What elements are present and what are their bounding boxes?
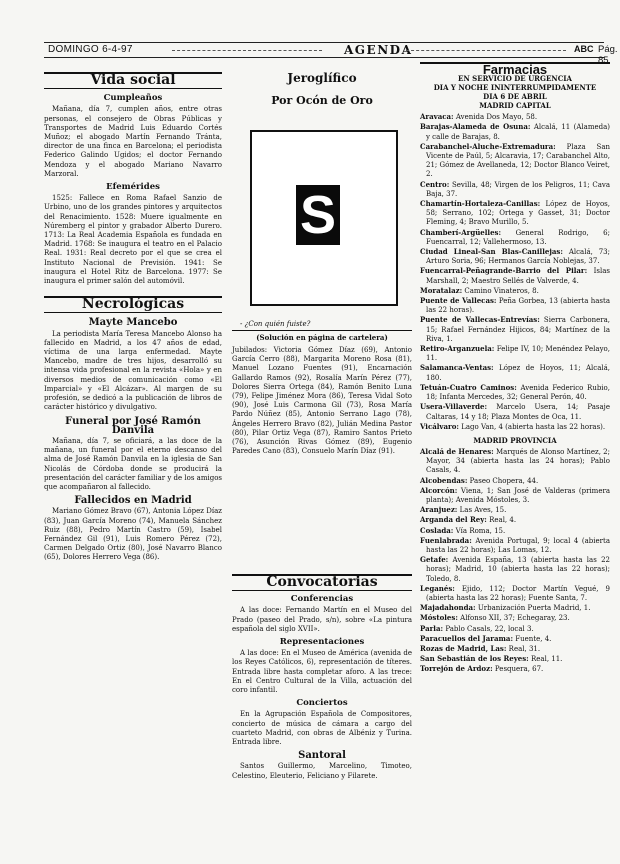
- farmacia-zone: Aravaca:: [420, 112, 454, 122]
- farmacia-zone: Usera-Villaverde:: [420, 402, 488, 412]
- mancebo-text: La periodista María Teresa Mancebo Alonso ha fallecido en Madrid, a los 47 años de edad, víctima de una larga enfermedad. Mayte Mancebo, madre de tres hijos, desarrolló su intensa vida profesional en la revista «Hola» y en diversos medios de comunicación como «El Imparcial» y «El Alcázar». Al margen de su profesión, se dedicó a la publicación de libros de carácter histórico y divulgativo.: [44, 329, 222, 412]
- farmacia-zone: Rozas de Madrid, Las:: [420, 643, 507, 653]
- farmacia-zone: Barajas-Alameda de Osuna:: [420, 122, 531, 132]
- jeroglifico-letter-block: [296, 185, 340, 245]
- farmacia-zone: Puente de Vallecas-Entrevías:: [420, 315, 540, 325]
- farmacia-address: Pablo Casals, 22, local 3.: [445, 624, 534, 633]
- farmacia-address: Real, 31.: [508, 644, 541, 653]
- funeral-text: Mañana, día 7, se oficiará, a las doce de la mañana, un funeral por el eterno descanso del alma de José Ramón Danvila en la iglesia de San Nicolás de Córdoba donde se producirá la presentación del carácter familiar y de los amigos que acompañaron al fallecido.: [44, 436, 222, 491]
- farmacia-zone: Arganda del Rey:: [420, 515, 487, 525]
- farmacia-address: Marcelo Usera, 14; Pasaje Caltaras, 14 y 18; Plaza Montes de Oca, 11.: [426, 403, 610, 421]
- necrologicas-heading: Necrológicas: [44, 296, 222, 313]
- farmacia-entry: [420, 603, 610, 613]
- convocatorias-heading: Convocatorias: [232, 574, 412, 591]
- farmacia-entry: [420, 422, 610, 432]
- farmacias-subheading-3: DIA 6 DE ABRIL: [483, 92, 547, 102]
- farmacia-zone: Carabanchel-Aluche-Extremadura:: [420, 141, 556, 151]
- farmacia-entry: [420, 112, 610, 122]
- farmacia-entry: [420, 142, 610, 180]
- representaciones-text: A las doce: En el Museo de América (avenida de los Reyes Católicos, 6), representación de títeres. Entrada libre hasta completar aforo. A las trece: En el Centro Cultural de la Villa, actuación del coro infantil.: [232, 649, 412, 695]
- farmacia-zone: Fuenlabrada:: [420, 535, 472, 545]
- farmacia-entry: [420, 402, 610, 421]
- farmacia-address: General Rodrigo, 6; Fuencarral, 12; Vallehermoso, 13.: [426, 228, 610, 246]
- farmacia-zone: Centro:: [420, 179, 450, 189]
- farmacia-zone: Tetuán-Cuatro Caminos:: [420, 382, 517, 392]
- farmacia-zone: Fuencarral-Peñagrande-Barrio del Pilar:: [420, 266, 588, 276]
- farmacia-entry: [420, 180, 610, 199]
- farmacia-address: Alcalá, 11 (Alameda) y calle de Barajas, 8.: [426, 123, 610, 141]
- farmacia-entry: [420, 515, 610, 525]
- farmacia-zone: Leganés:: [420, 583, 455, 593]
- farmacia-zone: Retiro-Arganzuela:: [420, 344, 495, 354]
- farmacia-address: López de Hoyos, 58; Serrano, 102; Ortega y Gasset, 31; Doctor Fleming, 4; Bravo Murillo, 5.: [426, 200, 610, 227]
- farmacia-zone: Chamartín-Hortaleza-Canillas:: [420, 199, 541, 209]
- farmacias-capital-list: [420, 112, 610, 432]
- vida-social-heading: Vida social: [44, 72, 222, 89]
- farmacia-entry: [420, 486, 610, 505]
- farmacias-provincia-heading: MADRID PROVINCIA: [473, 435, 557, 445]
- conciertos-text: En la Agrupación Española de Compositores, concierto de música de cámara a cargo del cuarteto Madrid, con obras de Albéniz y Turina. Entrada libre.: [232, 710, 412, 747]
- farmacia-address: Real, 4.: [489, 516, 517, 525]
- farmacia-entry: [420, 584, 610, 603]
- farmacia-address: Camino Vinateros, 8.: [464, 286, 539, 295]
- farmacia-entry: [420, 247, 610, 266]
- farmacia-entry: [420, 296, 610, 315]
- farmacia-entry: [420, 383, 610, 402]
- farmacias-subheading-4: MADRID CAPITAL: [479, 101, 551, 111]
- conferencias-text: A las doce: Fernando Martín en el Museo del Prado (paseo del Prado, s/n), sobre «La pintura española del siglo XVII».: [232, 606, 412, 633]
- farmacia-address: Alfonso XII, 37; Echegaray, 23.: [460, 614, 570, 623]
- efemerides-text: 1525: Fallece en Roma Rafael Sanzio de Urbino, uno de los grandes pintores y arquitectos del Renacimiento. 1528: Muere igualmente en Núremberg el pintor y grabador Alberto Durero. 1713: La Real Academia Española es fundada en Madrid. 1768: Se inaugura el teatro en el Palacio Real. 1931: Real decreto por el que se crea el Instituto Nacional de Previsión. 1941: Se inaugura el Hotel Ritz de Barcelona. 1977: Se inaugura el primer salón del automóvil.: [44, 194, 222, 286]
- masthead-rule-right: [406, 50, 566, 51]
- masthead-rule-left: [172, 50, 322, 51]
- masthead-section-title: AGENDA: [344, 43, 413, 57]
- conferencias-heading: Conferencias: [290, 594, 354, 605]
- farmacia-entry: [420, 634, 610, 644]
- farmacia-entry: [420, 344, 610, 363]
- jeroglifico-solution-note: (Solución en página de cartelera): [256, 333, 388, 342]
- jeroglifico-title: Jeroglífico: [287, 71, 357, 85]
- farmacia-entry: [420, 536, 610, 555]
- farmacia-address: Paseo Chopera, 44.: [469, 476, 539, 485]
- farmacia-zone: Torrejón de Ardoz:: [420, 664, 493, 674]
- jeroglifico-letter: S: [299, 185, 337, 245]
- farmacia-zone: Vicálvaro:: [420, 421, 459, 431]
- farmacia-address: Urbanización Puerta Madrid, 1.: [477, 604, 591, 613]
- farmacia-zone: Majadahonda:: [420, 603, 476, 613]
- column-right-farmacias: [420, 62, 610, 675]
- farmacia-address: Avenida Portugal, 9; local 4 (abierta hasta las 22 horas); Las Lomas, 12.: [426, 536, 610, 554]
- farmacia-entry: [420, 654, 610, 664]
- cumpleanos-text: Mañana, día 7, cumplen años, entre otras personas, el consejero de Obras Públicas y Transportes de Madrid Luis Eduardo Cortés Muñoz; el abogado Martín Fernando Tránta, director de una finca en Barcelona; el periodista Federico Galindo Ugidos; el doctor Fernando Mendoza y el abogado Mariano Navarro Marzoral.: [44, 105, 222, 178]
- farmacia-address: Pesquera, 67.: [494, 665, 544, 674]
- farmacia-zone: Chamberí-Argüelles:: [420, 227, 502, 237]
- page-masthead: [44, 42, 618, 66]
- farmacia-entry: [420, 526, 610, 536]
- masthead-page-number: Pág. 85: [598, 44, 618, 66]
- farmacia-entry: [420, 505, 610, 515]
- farmacia-entry: [420, 644, 610, 654]
- column-left: [44, 72, 222, 563]
- jeroglifico-results: Jubilados: Victoria Gómez Díaz (69), Antonio García Cerro (88), Margarita Moreno Rosa (81), Manuel Lozano Fuentes (91), Encarnación Gallardo Ramos (92), Rosalía Marín Pérez (77), Dolores Sierra Ortega (84), Ramón Benito Luna (79), Felipe Jiménez Mora (86), Teresa Vidal Soto (90), José Luis Carmona Gil (73), Rosa María Pardo Núñez (85), Antonio Serrano Lago (78), Ángeles Herrero Bravo (82), Julián Medina Pastor (80), Pilar Ortiz Vega (87), Ramiro Santos Prieto (76), Asunción Rivas Gómez (89), Eugenio Paredes Cano (83), Consuelo Marín Díaz (91).: [232, 346, 412, 456]
- convocatorias-block: [232, 574, 412, 781]
- farmacia-entry: [420, 266, 610, 285]
- farmacia-zone: Ciudad Lineal-San Blas-Canillejas:: [420, 247, 563, 257]
- farmacia-entry: [420, 286, 610, 296]
- representaciones-heading: Representaciones: [279, 637, 365, 648]
- mancebo-heading: Mayte Mancebo: [88, 317, 178, 329]
- farmacia-address: Fuente, 4.: [515, 634, 552, 643]
- farmacia-entry: [420, 447, 610, 476]
- funeral-heading: Funeral por José Ramón Danvila: [65, 415, 201, 436]
- farmacia-entry: [420, 228, 610, 247]
- farmacia-entry: [420, 613, 610, 623]
- farmacia-entry: [420, 476, 610, 486]
- farmacia-entry: [420, 363, 610, 382]
- farmacia-zone: Aranjuez:: [420, 505, 458, 515]
- santoral-heading: Santoral: [298, 750, 346, 762]
- farmacia-address: Felipe IV, 10; Menéndez Pelayo, 11.: [426, 345, 610, 363]
- farmacia-entry: [420, 664, 610, 674]
- farmacia-entry: [420, 199, 610, 228]
- masthead-newspaper-name: ABC: [574, 44, 594, 54]
- farmacia-address: Viena, 1; San José de Valderas (primera planta); Avenida Móstoles, 3.: [426, 486, 610, 504]
- fallecidos-heading: Fallecidos en Madrid: [74, 495, 192, 507]
- farmacia-zone: Salamanca-Ventas:: [420, 363, 494, 373]
- masthead-date: DOMINGO 6-4-97: [48, 44, 133, 55]
- farmacia-zone: Coslada:: [420, 525, 454, 535]
- cumpleanos-heading: Cumpleaños: [103, 93, 163, 104]
- santoral-text: Santos Guillermo, Marcelino, Timoteo, Celestino, Eleuterio, Feliciano y Filarete.: [232, 762, 412, 780]
- efemerides-heading: Efemérides: [106, 182, 160, 193]
- farmacia-zone: Getafe:: [420, 555, 449, 565]
- farmacia-address: Real, 11.: [531, 655, 563, 664]
- farmacia-address: Avenida Federico Rubio, 18; Infanta Mercedes, 32; General Perón, 40.: [426, 383, 610, 402]
- farmacia-address: Peña Gorbea, 13 (abierta hasta las 22 horas).: [426, 297, 611, 315]
- farmacia-address: Alcalá, 73; Arturo Soria, 96; Hermanos García Noblejas, 37.: [426, 248, 610, 266]
- farmacia-entry: [420, 555, 610, 584]
- farmacia-zone: Alcorcón:: [420, 485, 458, 495]
- farmacia-zone: San Sebastián de los Reyes:: [420, 654, 529, 664]
- farmacia-zone: Alcalá de Henares:: [420, 446, 494, 456]
- farmacia-address: Vía Roma, 15.: [455, 526, 506, 535]
- farmacia-address: Sierra Carbonera, 15; Rafael Fernández Hijicos, 84; Martínez de la Riva, 1.: [426, 316, 610, 343]
- farmacia-zone: Parla:: [420, 623, 444, 633]
- farmacias-subheading-1: EN SERVICIO DE URGENCIA: [458, 74, 572, 84]
- farmacia-zone: Paracuellos del Jarama:: [420, 633, 514, 643]
- farmacia-zone: Puente de Vallecas:: [420, 296, 497, 306]
- farmacia-address: Las Aves, 15.: [459, 506, 507, 515]
- farmacias-provincia-list: [420, 447, 610, 675]
- farmacia-address: López de Hoyos, 11; Alcalá, 180.: [426, 364, 611, 382]
- conciertos-heading: Conciertos: [296, 698, 348, 709]
- farmacia-address: Avenida Dos Mayo, 58.: [455, 113, 538, 122]
- jeroglifico-author: Por Ocón de Oro: [271, 94, 373, 107]
- farmacia-entry: [420, 315, 610, 344]
- farmacia-zone: Móstoles:: [420, 613, 458, 623]
- jeroglifico-divider: [232, 330, 412, 331]
- farmacia-address: Plaza San Vicente de Paúl, 5; Alcaravia, 17; Carabanchel Alto, 21; Gómez de Avellaneda, 12; Doctor Blanco Veiret, 2.: [426, 142, 610, 179]
- jeroglifico-question: - ¿Con quién fuiste?: [240, 320, 311, 328]
- farmacia-address: Islas Marshall, 2; Maestro Sellés de Valverde, 4.: [426, 267, 611, 285]
- farmacia-zone: Moratalaz:: [420, 285, 463, 295]
- farmacia-address: Sevilla, 48; Virgen de los Peligros, 11; Cava Baja, 37.: [426, 180, 610, 198]
- farmacia-zone: Alcobendas:: [420, 475, 468, 485]
- farmacia-address: Avenida España, 13 (abierta hasta las 22 horas); Madrid, 10 (abierta hasta las 22 horas); Toledo, 8.: [426, 556, 610, 583]
- farmacia-address: Lago Van, 4 (abierta hasta las 22 horas).: [461, 422, 606, 431]
- farmacia-address: Marqués de Alonso Martínez, 2; Mayor, 34 (abierta hasta las 24 horas); Pablo Casals, 4.: [426, 447, 610, 475]
- farmacias-subheading-2: DIA Y NOCHE ININTERRUMPIDAMENTE: [433, 83, 597, 93]
- farmacia-entry: [420, 624, 610, 634]
- farmacias-heading: Farmacias: [420, 62, 610, 74]
- farmacia-entry: [420, 122, 610, 141]
- farmacia-address: Ejido, 112; Doctor Martín Vegué, 9 (abierta hasta las 22 horas); Fuente Santa, 7.: [426, 584, 610, 602]
- fallecidos-text: Mariano Gómez Bravo (67), Antonia López Díaz (83), Juan García Moreno (74), Manuela Sánchez Ruiz (88), Pedro Martín Castro (59), Isabel Fernández Gil (91), Luis Romero Pérez (72), Carmen Delgado Ortiz (80), José Navarro Blanco (65), Dolores Herrero Vega (86).: [44, 507, 222, 562]
